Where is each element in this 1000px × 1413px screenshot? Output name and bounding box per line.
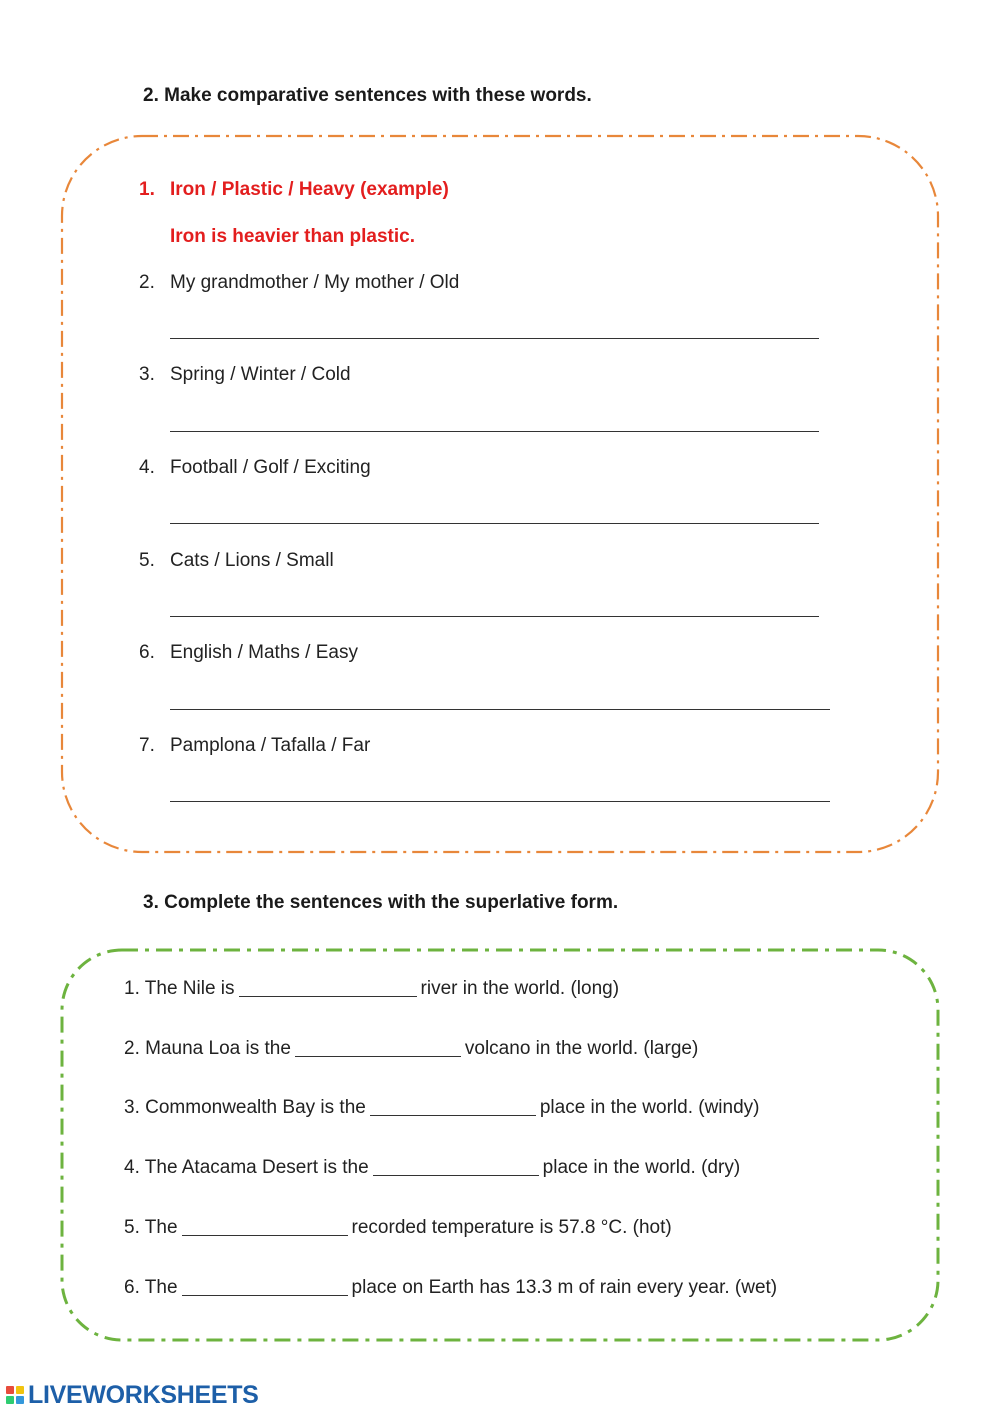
superlative-item [124, 978, 619, 1000]
sentence-start: 1. The Nile is [124, 978, 235, 999]
liveworksheets-logo-icon [6, 1386, 24, 1404]
comparative-item [139, 550, 334, 572]
example-prompt: Iron / Plastic / Heavy (example) [170, 179, 449, 200]
superlative-item [124, 1217, 672, 1239]
sentence-end: place in the world. (windy) [539, 1097, 760, 1118]
answer-line[interactable] [170, 431, 819, 432]
blank-field[interactable] [239, 980, 417, 997]
item-words: Cats / Lions / Small [170, 550, 334, 571]
example-answer: Iron is heavier than plastic. [170, 226, 415, 247]
sentence-end: place on Earth has 13.3 m of rain every year. (wet) [351, 1277, 778, 1298]
blank-field[interactable] [182, 1219, 348, 1236]
blank-field[interactable] [370, 1099, 536, 1116]
item-number: 4. [139, 457, 155, 478]
item-number: 2. [139, 272, 155, 293]
example-number: 1. [139, 179, 155, 200]
answer-line[interactable] [170, 523, 819, 524]
superlative-item [124, 1277, 777, 1299]
blank-field[interactable] [182, 1279, 348, 1296]
item-number: 5. [139, 550, 155, 571]
sentence-start: 2. Mauna Loa is the [124, 1038, 291, 1059]
sentence-end: recorded temperature is 57.8 °C. (hot) [351, 1217, 672, 1238]
comparative-item [139, 272, 459, 294]
answer-line[interactable] [170, 616, 819, 617]
comparative-item [139, 642, 358, 664]
item-number: 6. [139, 642, 155, 663]
example-item [139, 179, 449, 201]
item-words: Football / Golf / Exciting [170, 457, 371, 478]
sentence-start: 4. The Atacama Desert is the [124, 1157, 369, 1178]
item-words: Spring / Winter / Cold [170, 364, 351, 385]
brand-name: LIVEWORKSHEETS [28, 1380, 259, 1409]
answer-line[interactable] [170, 801, 830, 802]
superlative-item [124, 1038, 698, 1060]
item-number: 7. [139, 735, 155, 756]
superlative-item [124, 1097, 760, 1119]
blank-field[interactable] [373, 1159, 539, 1176]
section-2-heading: 2. Make comparative sentences with these words. [143, 85, 592, 106]
sentence-end: river in the world. (long) [420, 978, 620, 999]
superlative-item [124, 1157, 740, 1179]
sentence-start: 3. Commonwealth Bay is the [124, 1097, 366, 1118]
liveworksheets-logo[interactable] [6, 1382, 259, 1408]
blank-field[interactable] [295, 1040, 461, 1057]
answer-line[interactable] [170, 709, 830, 710]
item-words: English / Maths / Easy [170, 642, 358, 663]
sentence-end: volcano in the world. (large) [464, 1038, 699, 1059]
item-words: My grandmother / My mother / Old [170, 272, 460, 293]
sentence-end: place in the world. (dry) [542, 1157, 741, 1178]
comparative-item [139, 457, 371, 479]
sentence-start: 6. The [124, 1277, 178, 1298]
answer-line[interactable] [170, 338, 819, 339]
comparative-item [139, 364, 351, 386]
item-words: Pamplona / Tafalla / Far [170, 735, 371, 756]
section-3-heading: 3. Complete the sentences with the superlative form. [143, 892, 619, 913]
comparative-item [139, 735, 370, 757]
sentence-start: 5. The [124, 1217, 178, 1238]
item-number: 3. [139, 364, 155, 385]
